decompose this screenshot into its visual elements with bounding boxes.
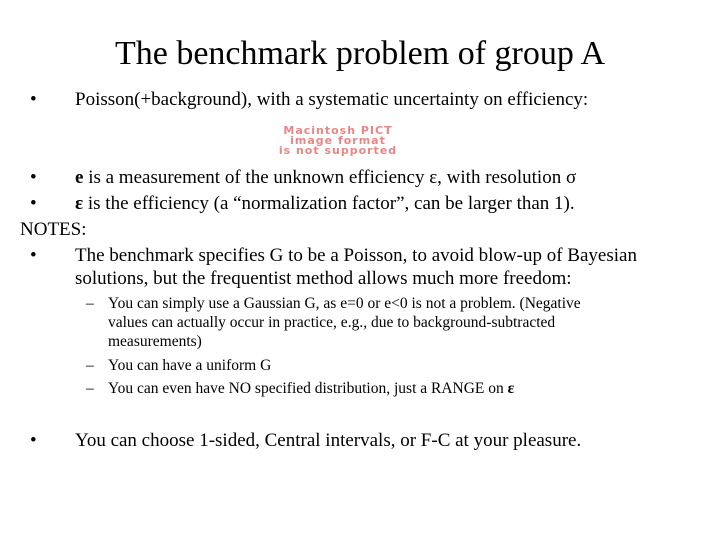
subitem-range-text: You can even have NO specified distribution, just a RANGE on xyxy=(108,380,508,397)
placeholder-line: is not supported xyxy=(278,144,398,157)
unsupported-image-placeholder xyxy=(196,124,480,157)
slide-title: The benchmark problem of group A xyxy=(114,35,606,72)
bullet-marker: • xyxy=(30,430,37,451)
bullet-benchmark-line1: The benchmark specifies G to be a Poisson, to avoid blow-up of Bayesian xyxy=(75,245,637,266)
subitem-uniform: You can have a uniform G xyxy=(108,357,272,374)
dash-marker: – xyxy=(86,357,94,374)
bullet-efficiency-text xyxy=(75,193,575,215)
subitem-range xyxy=(108,379,514,398)
bullet-poisson-text: Poisson(+background), with a systematic uncertainty on efficiency: xyxy=(75,89,589,110)
bullet-marker: • xyxy=(30,193,37,214)
placeholder-line: image format xyxy=(290,134,386,147)
bullet-intervals-text: You can choose 1-sided, Central intervals, or F-C at your pleasure. xyxy=(75,430,582,451)
subitem-gaussian-line3: measurements) xyxy=(108,333,202,350)
dash-marker: – xyxy=(86,380,94,397)
bullet-benchmark-line2: solutions, but the frequentist method allows much more freedom: xyxy=(75,268,572,289)
bullet-efficiency-body: is the efficiency (a “normalization factor”, can be larger than 1). xyxy=(83,193,575,214)
notes-heading: NOTES: xyxy=(20,219,87,240)
dash-marker: – xyxy=(86,295,94,312)
subitem-gaussian-line1: You can simply use a Gaussian G, as e=0 or e<0 is not a problem. (Negative xyxy=(108,295,581,312)
bullet-marker: • xyxy=(30,89,37,110)
placeholder-line: Macintosh PICT xyxy=(283,124,393,137)
symbol-epsilon: ε xyxy=(75,193,84,214)
bullet-measurement-text xyxy=(75,167,576,189)
bullet-measurement-body: is a measurement of the unknown efficiency ε, with resolution σ xyxy=(83,167,577,188)
bullet-marker: • xyxy=(30,245,37,266)
symbol-e: e xyxy=(75,167,84,188)
symbol-epsilon: ε xyxy=(507,380,515,397)
bullet-marker: • xyxy=(30,167,37,188)
subitem-gaussian-line2: values can actually occur in practice, e.g., due to background-subtracted xyxy=(108,314,556,331)
